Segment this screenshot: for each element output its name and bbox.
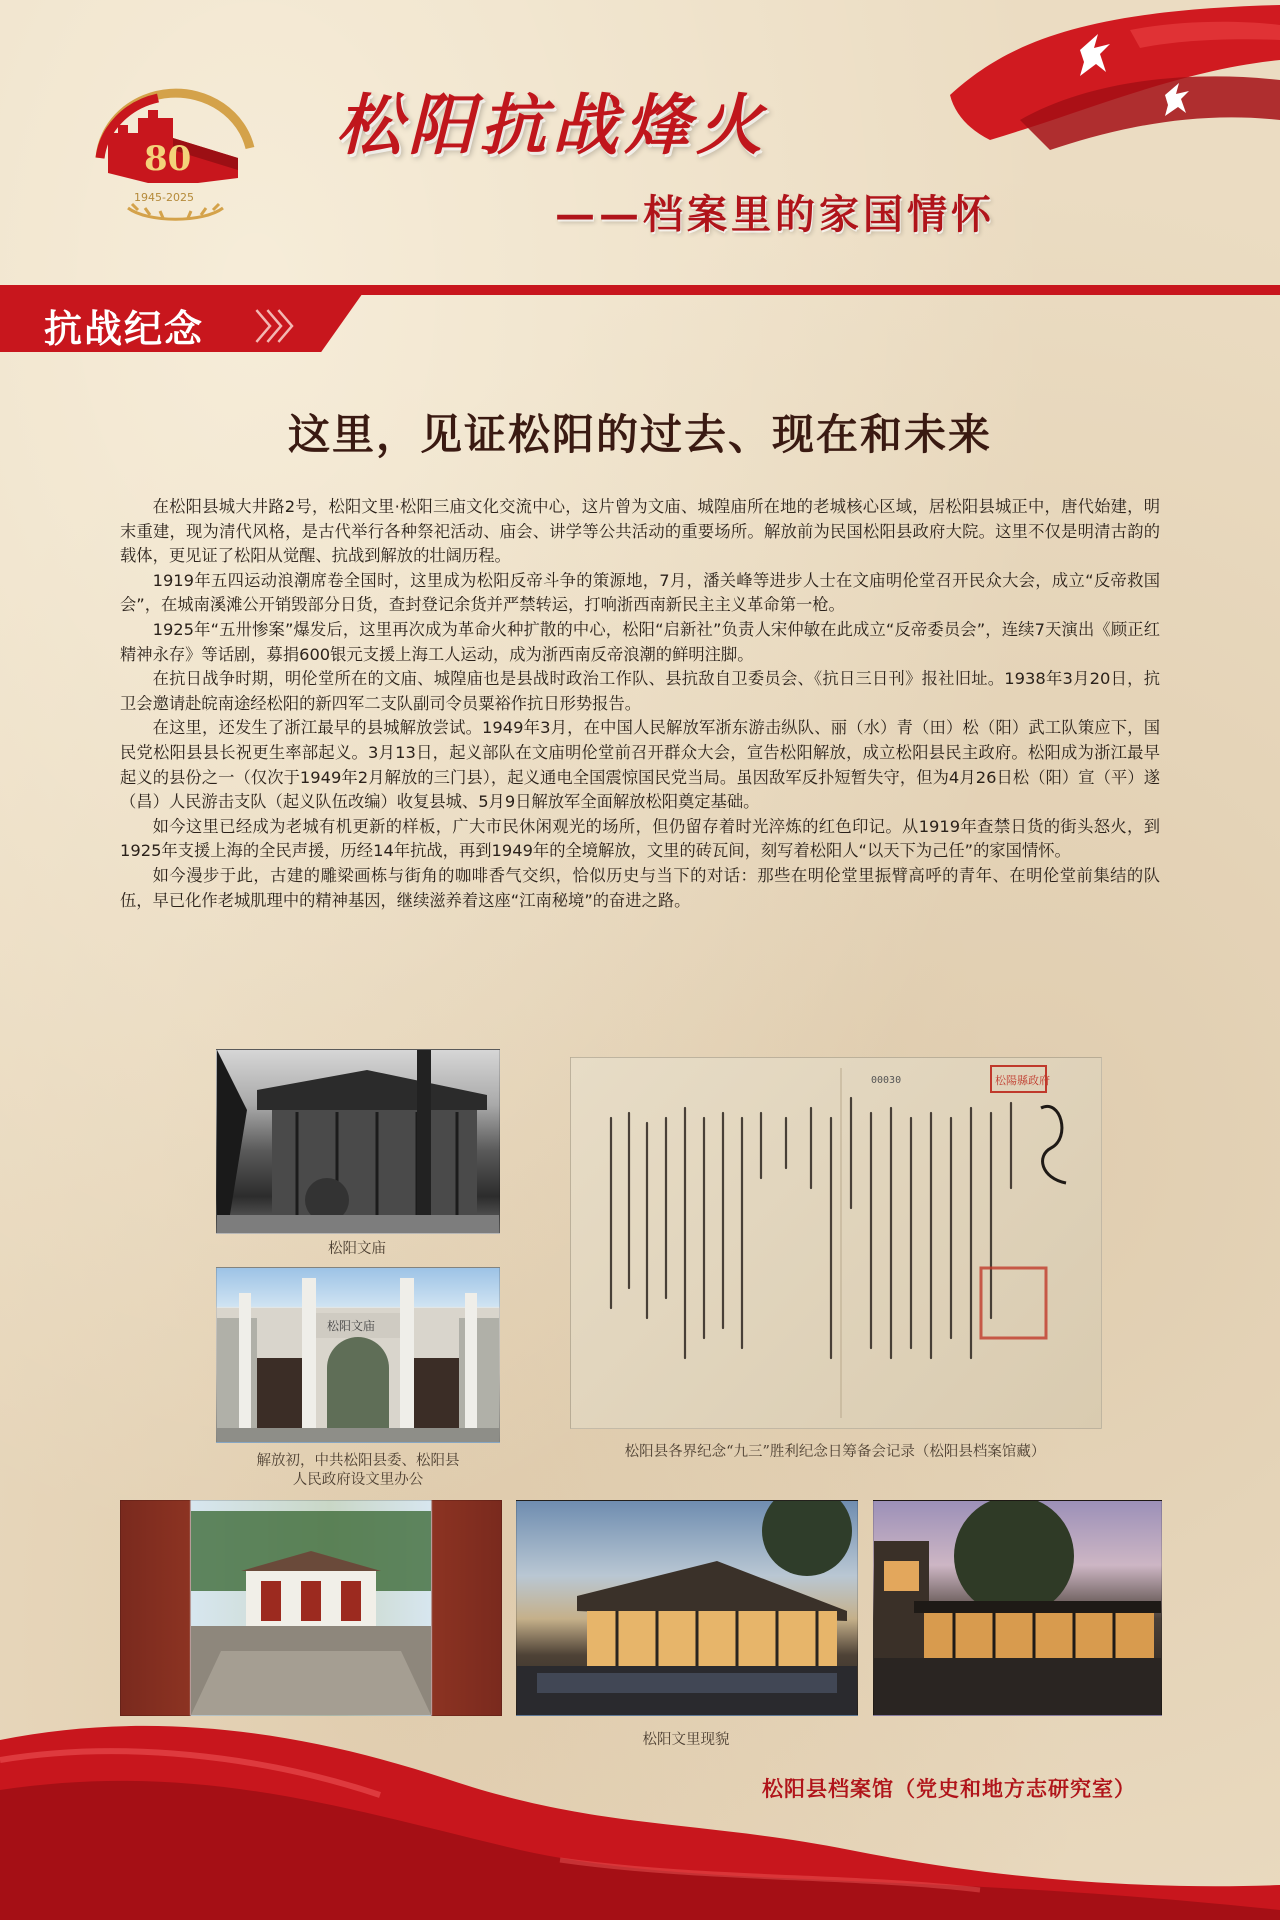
chevron-right-icon: 〉〉〉 bbox=[255, 308, 305, 348]
photo-caption: 松阳县各界纪念“九三”胜利纪念日筹备会记录（松阳县档案馆藏） bbox=[624, 1444, 1046, 1460]
paragraph: 如今这里已经成为老城有机更新的样板，广大市民休闲观光的场所，但仍留存着时光淬炼的红色印记。从1919年查禁日货的街头怒火，到1925年支援上海的全民声援，历经14年抗战，再到1949年的全境解放，文里的砖瓦间，刻写着松阳人“以天下为己任”的家国情怀。 bbox=[120, 816, 1160, 861]
paragraph: 在抗日战争时期，明伦堂所在的文庙、城隍庙也是县战时政治工作队、县抗敌自卫委员会、《抗日三日刊》报社旧址。1938年3月20日，抗卫会邀请赴皖南途经松阳的新四军二支队副司令员粟裕作抗日形势报告。 bbox=[120, 669, 1160, 713]
logo-years: 1945-2025 bbox=[134, 191, 194, 204]
photo-archival-document bbox=[570, 1057, 1102, 1429]
logo-number: 80 bbox=[144, 139, 192, 179]
paragraph: 如今漫步于此，古建的雕梁画栋与街角的咖啡香气交织，恰似历史与当下的对话：那些在明伦堂里振臂高呼的青年、在明伦堂前集结的队伍，早已化作老城肌理中的精神基因，继续滋养着这座“江南秘境”的奋进之路。 bbox=[120, 865, 1160, 910]
document-serial: 00030 bbox=[871, 1075, 902, 1086]
footer-organization: 松阳县档案馆（党史和地方志研究室） bbox=[762, 1777, 1136, 1801]
paragraph: 在这里，还发生了浙江最早的县城解放尝试。1949年3月，在中国人民解放军浙东游击纵队、丽（水）青（田）松（阳）武工队策应下，国民党松阳县县长祝更生率部起义。3月13日，起义部队在文庙明伦堂前召开群众大会，宣告松阳解放，成立松阳县民主政府。松阳成为浙江最早起义的县份之一（仅次于1949年2月解放的三门县），起义通电全国震惊国民党当局。虽因敌军反扑短暂失守，但为4月26日松（阳）宣（平）遂（昌）人民游击支队（起义队伍改编）收复县城、5月9日解放军全面解放松阳奠定基础。 bbox=[120, 718, 1160, 812]
red-ribbon-decoration bbox=[930, 0, 1280, 170]
red-ribbon-decoration bbox=[0, 1700, 1280, 1920]
photo-courtyard bbox=[120, 1500, 502, 1716]
poster-subtitle: ——档案里的家国情怀 bbox=[555, 191, 995, 238]
photo-gate-office bbox=[216, 1267, 500, 1443]
document-stamp-text: 松陽縣政府 bbox=[995, 1074, 1050, 1087]
paragraph: 1919年五四运动浪潮席卷全国时，这里成为松阳反帝斗争的策源地，7月，潘关峰等进步人士在文庙明伦堂召开民众大会，成立“反帝救国会”，在城南溪滩公开销毁部分日货，查封登记余货并严禁转运，打响浙西南新民主主义革命第一枪。 bbox=[120, 570, 1160, 615]
article-body bbox=[120, 495, 1160, 913]
photo-old-temple bbox=[216, 1049, 500, 1234]
photo-modern-pavilion bbox=[516, 1500, 858, 1716]
section-label: 抗战纪念 bbox=[44, 306, 205, 351]
photo-caption bbox=[213, 1452, 503, 1490]
poster-title: 松阳抗战烽火 bbox=[336, 86, 768, 164]
gate-plaque: 松阳文庙 bbox=[327, 1319, 376, 1333]
caption-line: 人民政府设文里办公 bbox=[292, 1472, 424, 1488]
photo-night-view bbox=[873, 1500, 1162, 1716]
paragraph: 1925年“五卅惨案”爆发后，这里再次成为革命火种扩散的中心，松阳“启新社”负责人宋仲敏在此成立“反帝委员会”，连续7天演出《顾正红精神永存》等话剧，募捐600银元支援上海工人运动，成为浙西南反帝浪潮的鲜明注脚。 bbox=[120, 619, 1160, 664]
anniversary-logo bbox=[88, 78, 263, 228]
photo-caption: 松阳文里现貌 bbox=[642, 1732, 730, 1748]
article-title: 这里，见证松阳的过去、现在和未来 bbox=[287, 410, 992, 459]
paragraph: 在松阳县城大井路2号，松阳文里·松阳三庙文化交流中心，这片曾为文庙、城隍庙所在地的老城核心区域，居松阳县城正中，唐代始建，明末重建，现为清代风格，是古代举行各种祭祀活动、庙会、讲学等公共活动的重要场所。解放前为民国松阳县政府大院。这里不仅是明清古韵的载体，更见证了松阳从觉醒、抗战到解放的壮阔历程。 bbox=[120, 497, 1160, 566]
photo-caption: 松阳文庙 bbox=[328, 1241, 386, 1257]
caption-line: 解放初，中共松阳县委、松阳县 bbox=[256, 1453, 460, 1469]
